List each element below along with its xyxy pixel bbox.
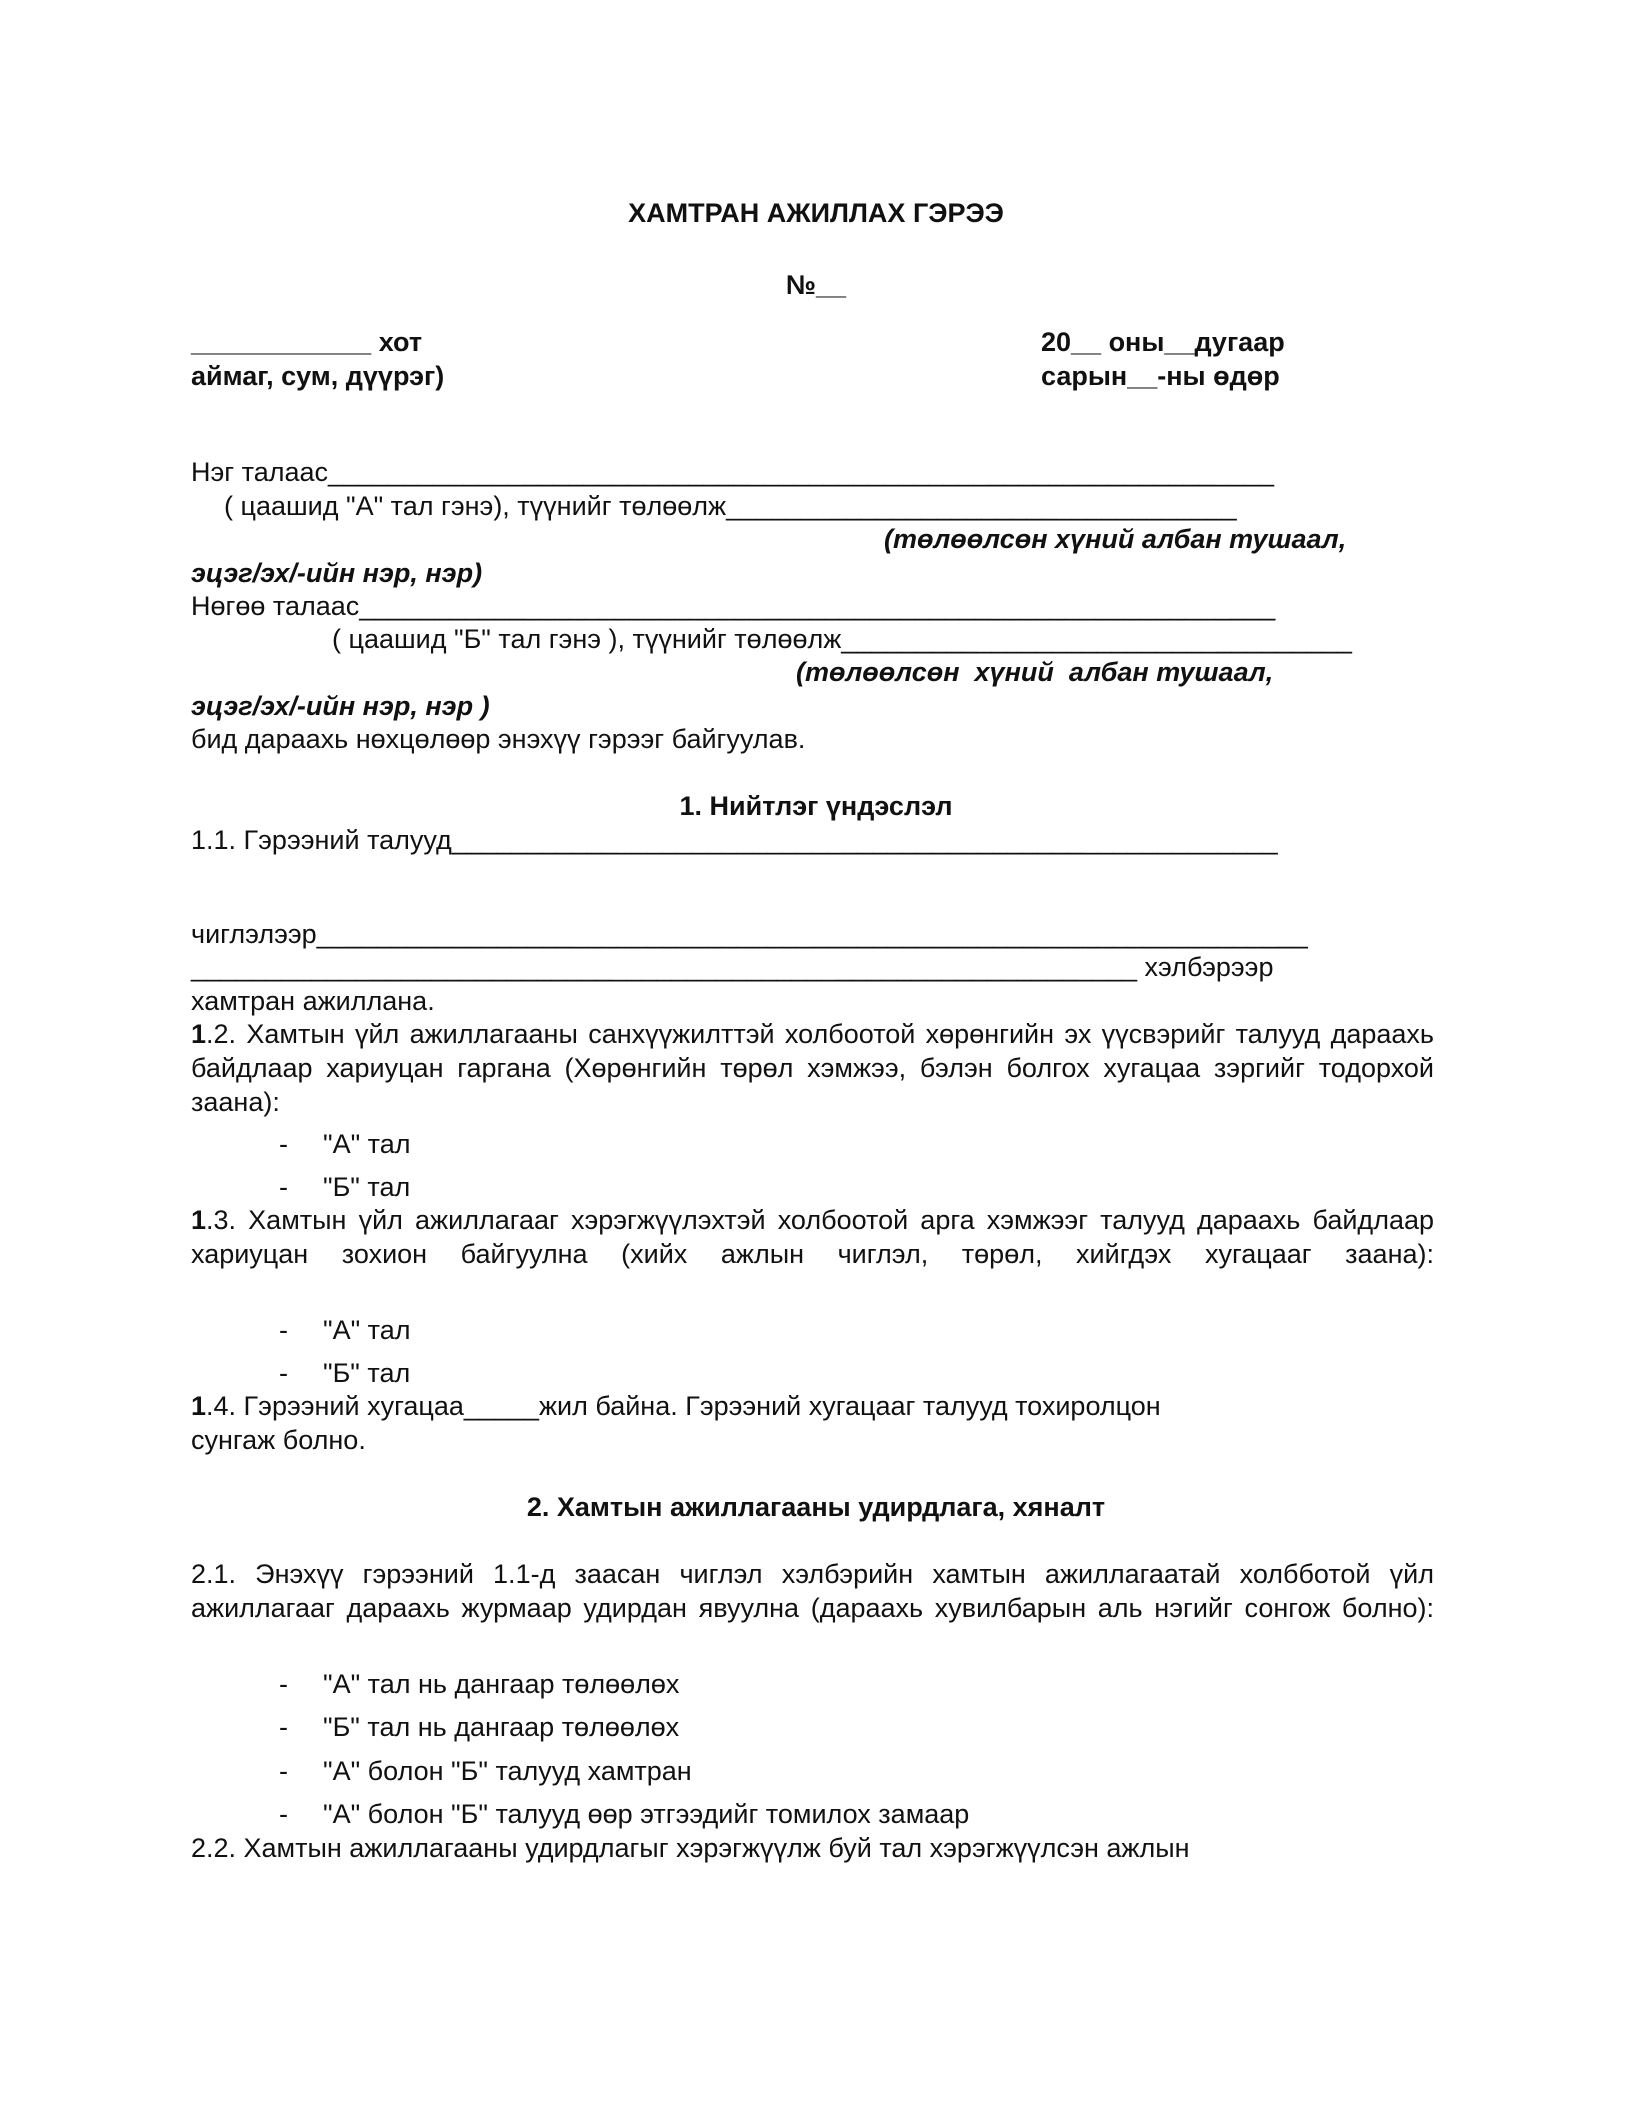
clause-1-4-end: сунгаж болно.: [191, 1425, 366, 1455]
clause-1-4: [191, 1389, 1161, 1423]
clause-1-2-item-b: "Б" тал: [323, 1172, 411, 1202]
bullet-dash: -: [279, 1315, 288, 1345]
clause-1-2-item-a: "А" тал: [323, 1129, 411, 1159]
bullet-dash: -: [279, 1756, 288, 1786]
clause-1-3-number: 1: [191, 1205, 207, 1235]
place-line-1: ____________ хот: [191, 327, 423, 357]
clause-1-1: 1.1. Гэрээний талууд_______________________________________________________: [191, 825, 1278, 855]
clause-1-3-item-a: "А" тал: [323, 1315, 411, 1345]
clause-1-4-text: .4. Гэрээний хугацаа_____жил байна. Гэрээний хугацааг талууд тохиролцон: [206, 1391, 1161, 1421]
date-line-2: сарын__-ны өдөр: [1041, 361, 1280, 391]
clause-2-1-item-2: "Б" тал нь дангаар төлөөлөх: [323, 1712, 680, 1742]
clause-1-2-number: 1: [191, 1019, 207, 1049]
clause-2-1-item-4: "А" болон "Б" талууд өөр этгээдийг томилох замаар: [323, 1799, 970, 1829]
bullet-dash: -: [279, 1669, 288, 1699]
clause-2-2: 2.2. Хамтын ажиллагааны удирдлагыг хэрэгжүүлж буй тал хэрэгжүүлсэн ажлын: [191, 1833, 1190, 1863]
bullet-dash: -: [279, 1799, 288, 1829]
clause-1-3-item-b: "Б" тал: [323, 1358, 411, 1388]
date-line-1: 20__ оны__дугаар: [1041, 327, 1285, 357]
clause-2-1-item-3: "А" болон "Б" талууд хамтран: [323, 1756, 692, 1786]
document-title: ХАМТРАН АЖИЛЛАХ ГЭРЭЭ: [628, 198, 1004, 228]
bullet-dash: -: [279, 1358, 288, 1388]
clause-1-1-direction: чиглэлээр__________________________________________________________________: [191, 919, 1308, 949]
bullet-dash: -: [279, 1172, 288, 1202]
section-2-heading: 2. Хамтын ажиллагааны удирдлага, хяналт: [526, 1492, 1106, 1522]
second-party-note-1: (төлөөлсөн хүний албан тушаал,: [796, 657, 1274, 687]
clause-1-4-number: 1: [191, 1391, 207, 1421]
first-party-note-1: (төлөөлсөн хүний албан тушаал,: [884, 524, 1347, 554]
second-party-note-2: эцэг/эх/-ийн нэр, нэр ): [191, 691, 490, 721]
parties-closing: бид дараахь нөхцөлөөр энэхүү гэрээг байгуулав.: [191, 724, 806, 754]
clause-1-3-text: .3. Хамтын үйл ажиллагааг хэрэгжүүлэхтэй холбоотой арга хэмжээг талууд дараахь байдлаар хариуцан зохион байгуулна (хийх ажлын чиглэл, төрөл, хийгдэх хугацааг заана):: [191, 1205, 1434, 1269]
first-party-line: Нэг талаас_______________________________________________________________: [191, 457, 1275, 487]
contract-number: №__: [785, 270, 847, 300]
clause-2-1: 2.1. Энэхүү гэрээний 1.1-д заасан чиглэл хэлбэрийн хамтын ажиллагаатай холбботой үйл ажиллагааг дараахь журмаар удирдан явуулна (дараахь хувилбарын аль нэгийг сонгож болно):: [191, 1559, 1434, 1623]
second-party-representative: ( цаашид "Б" тал гэнэ ), түүнийг төлөөлж__________________________________: [332, 624, 1352, 654]
clause-1-2: [191, 1017, 1434, 1119]
second-party-line: Нөгөө талаас_____________________________________________________________: [191, 591, 1276, 621]
clause-1-1-end: хамтран ажиллана.: [191, 986, 435, 1016]
place-line-2: аймаг, сум, дүүрэг): [191, 361, 445, 391]
bullet-dash: -: [279, 1129, 288, 1159]
bullet-dash: -: [279, 1712, 288, 1742]
clause-2-1-item-1: "А" тал нь дангаар төлөөлөх: [323, 1669, 680, 1699]
section-1-heading: 1. Нийтлэг үндэслэл: [679, 791, 953, 821]
clause-1-2-text: .2. Хамтын үйл ажиллагааны санхүүжилттэй холбоотой хөрөнгийн эх үүсвэрийг талууд дараахь байдлаар хариуцан гаргана (Хөрөнгийн төрөл хэмжээ, бэлэн болгох хугацаа зэргийг тодорхой заана):: [191, 1019, 1434, 1117]
clause-1-1-form: _______________________________________________________________ хэлбэрээр: [191, 952, 1274, 982]
first-party-representative: ( цаашид "А" тал гэнэ), түүнийг төлөөлж__________________________________: [224, 491, 1237, 521]
clause-1-3: [191, 1203, 1434, 1271]
first-party-note-2: эцэг/эх/-ийн нэр, нэр): [191, 558, 483, 588]
